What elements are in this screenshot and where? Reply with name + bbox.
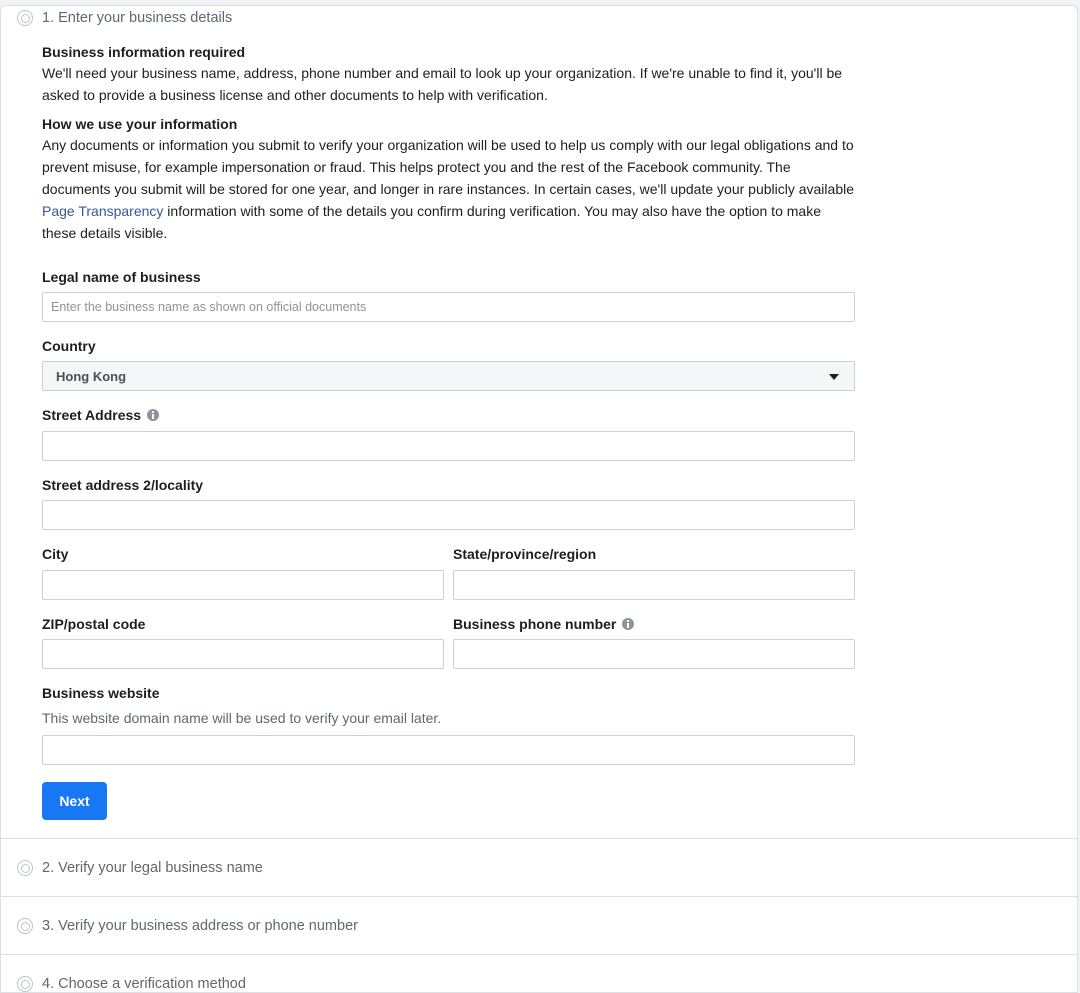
legal-name-input[interactable]	[42, 292, 855, 322]
phone-input[interactable]	[453, 639, 855, 669]
divider	[1, 896, 1077, 897]
usage-text-before: Any documents or information you submit to verify your organization will be used to help us comply with our legal obligations and to prevent misuse, for example impersonation or fraud. This helps protect you and the rest of the Facebook community. The documents you submit will be stored for one year, and longer in rare instances. In certain cases, we'll update your publicly available	[42, 137, 854, 197]
zip-label: ZIP/postal code	[42, 616, 146, 632]
step-2-title: 2. Verify your legal business name	[42, 860, 263, 876]
usage-text-after: information with some of the details you confirm during verification. You may also have the option to make these details visible.	[42, 203, 821, 241]
website-hint: This website domain name will be used to verify your email later.	[42, 710, 442, 726]
radio-circle-icon	[17, 860, 33, 876]
state-label: State/province/region	[453, 546, 597, 562]
business-info-text: We'll need your business name, address, phone number and email to look up your organization. If we're unable to find it, you'll be asked to provide a business license and other documents to help with verification.	[42, 65, 843, 103]
step-1-title: 1. Enter your business details	[42, 10, 233, 26]
step-3-header[interactable]	[1, 914, 1077, 938]
usage-title: How we use your information	[42, 116, 238, 132]
zip-input[interactable]	[42, 639, 444, 669]
country-value: Hong Kong	[56, 368, 127, 384]
website-input[interactable]	[42, 735, 855, 765]
legal-name-label: Legal name of business	[42, 269, 201, 285]
intro-section	[42, 42, 857, 244]
state-input[interactable]	[453, 570, 855, 600]
radio-circle-icon	[17, 10, 33, 26]
radio-circle-icon	[17, 976, 33, 992]
phone-label	[453, 615, 634, 633]
business-info-title: Business information required	[42, 44, 246, 60]
usage-text	[42, 134, 857, 244]
country-label: Country	[42, 338, 96, 354]
step-4-title: 4. Choose a verification method	[42, 976, 246, 992]
step-1-header[interactable]	[1, 6, 1077, 30]
step-4-header[interactable]	[1, 972, 1077, 993]
verification-panel	[0, 5, 1078, 993]
divider	[1, 838, 1077, 839]
step-2-header[interactable]	[1, 856, 1077, 880]
info-icon[interactable]	[622, 618, 634, 630]
info-icon[interactable]	[147, 409, 159, 421]
street-address-2-label: Street address 2/locality	[42, 477, 204, 493]
country-select[interactable]	[42, 361, 855, 391]
street-address-2-input[interactable]	[42, 500, 855, 530]
divider	[1, 954, 1077, 955]
website-label: Business website	[42, 685, 160, 701]
street-address-label-text: Street Address	[42, 407, 142, 423]
step-3-title: 3. Verify your business address or phone number	[42, 918, 358, 934]
page-transparency-link[interactable]: Page Transparency	[42, 203, 164, 219]
city-label: City	[42, 546, 69, 562]
caret-down-icon	[829, 374, 839, 380]
street-address-label	[42, 406, 159, 424]
street-address-input[interactable]	[42, 431, 855, 461]
phone-label-text: Business phone number	[453, 616, 617, 632]
radio-circle-icon	[17, 918, 33, 934]
next-button[interactable]: Next	[42, 782, 107, 820]
city-input[interactable]	[42, 570, 444, 600]
